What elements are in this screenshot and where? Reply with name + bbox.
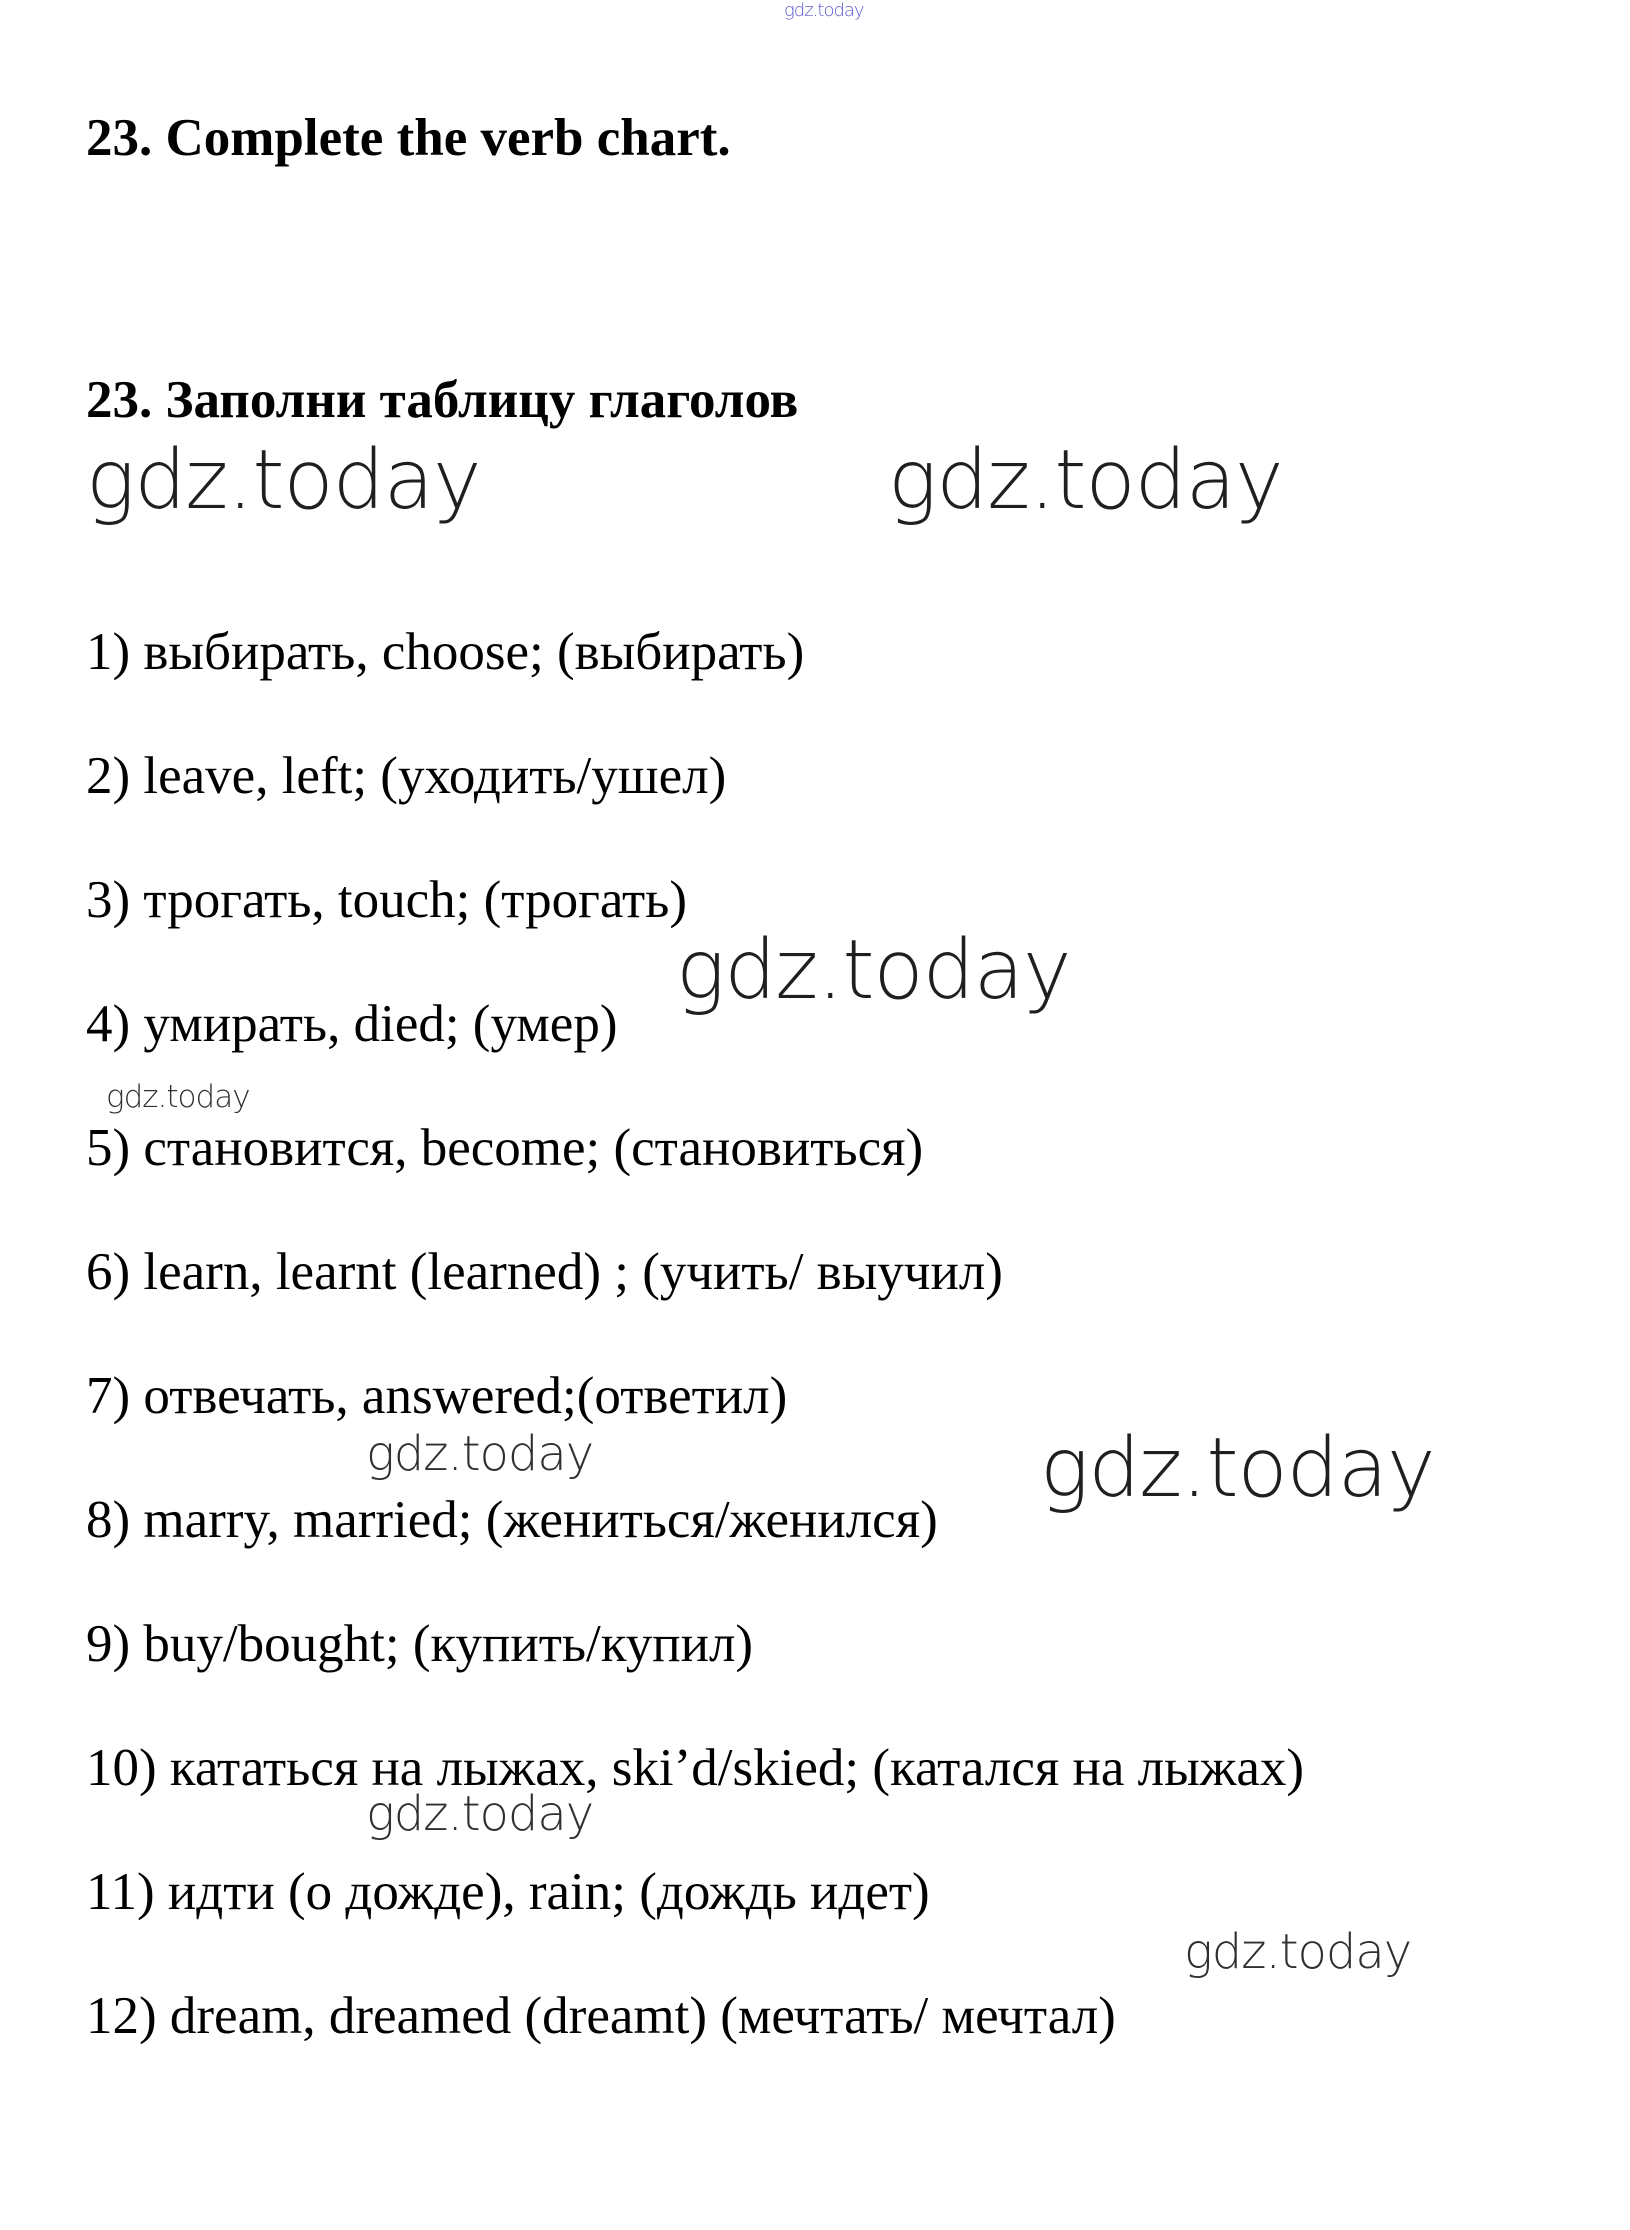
answer-item-4: 4) умирать, died; (умер) (86, 995, 618, 1053)
answer-item-2: 2) leave, left; (уходить/ушел) (86, 747, 727, 805)
answer-item-11: 11) идти (о дожде), rain; (дождь идет) (86, 1863, 930, 1921)
watermark-left-large: gdz.today (86, 433, 481, 528)
watermark-middle-small-2: gdz.today (366, 1786, 594, 1842)
watermark-middle-small-1: gdz.today (366, 1426, 594, 1482)
answer-item-7: 7) отвечать, answered;(ответил) (86, 1367, 788, 1425)
answer-item-5: 5) становится, become; (становиться) (86, 1119, 924, 1177)
answer-item-9: 9) buy/bought; (купить/купил) (86, 1615, 754, 1673)
watermark-middle-large: gdz.today (676, 923, 1071, 1018)
answer-item-1: 1) выбирать, choose; (выбирать) (86, 623, 805, 681)
exercise-title-english: 23. Complete the verb chart. (86, 109, 731, 167)
answer-item-8: 8) marry, married; (жениться/женился) (86, 1491, 938, 1549)
watermark-top: gdz.today (784, 0, 864, 21)
answer-item-10: 10) кататься на лыжах, ski’d/skied; (катался на лыжах) (86, 1739, 1304, 1797)
watermark-right-large: gdz.today (888, 433, 1283, 528)
answer-item-6: 6) learn, learnt (learned) ; (учить/ выучил) (86, 1243, 1003, 1301)
watermark-right-large-2: gdz.today (1040, 1421, 1435, 1516)
watermark-bottom-right: gdz.today (1184, 1924, 1412, 1980)
answer-item-12: 12) dream, dreamed (dreamt) (мечтать/ мечтал) (86, 1987, 1116, 2045)
exercise-title-russian: 23. Заполни таблицу глаголов (86, 371, 799, 429)
answer-item-3: 3) трогать, touch; (трогать) (86, 871, 687, 929)
watermark-small-left: gdz.today (106, 1079, 250, 1115)
